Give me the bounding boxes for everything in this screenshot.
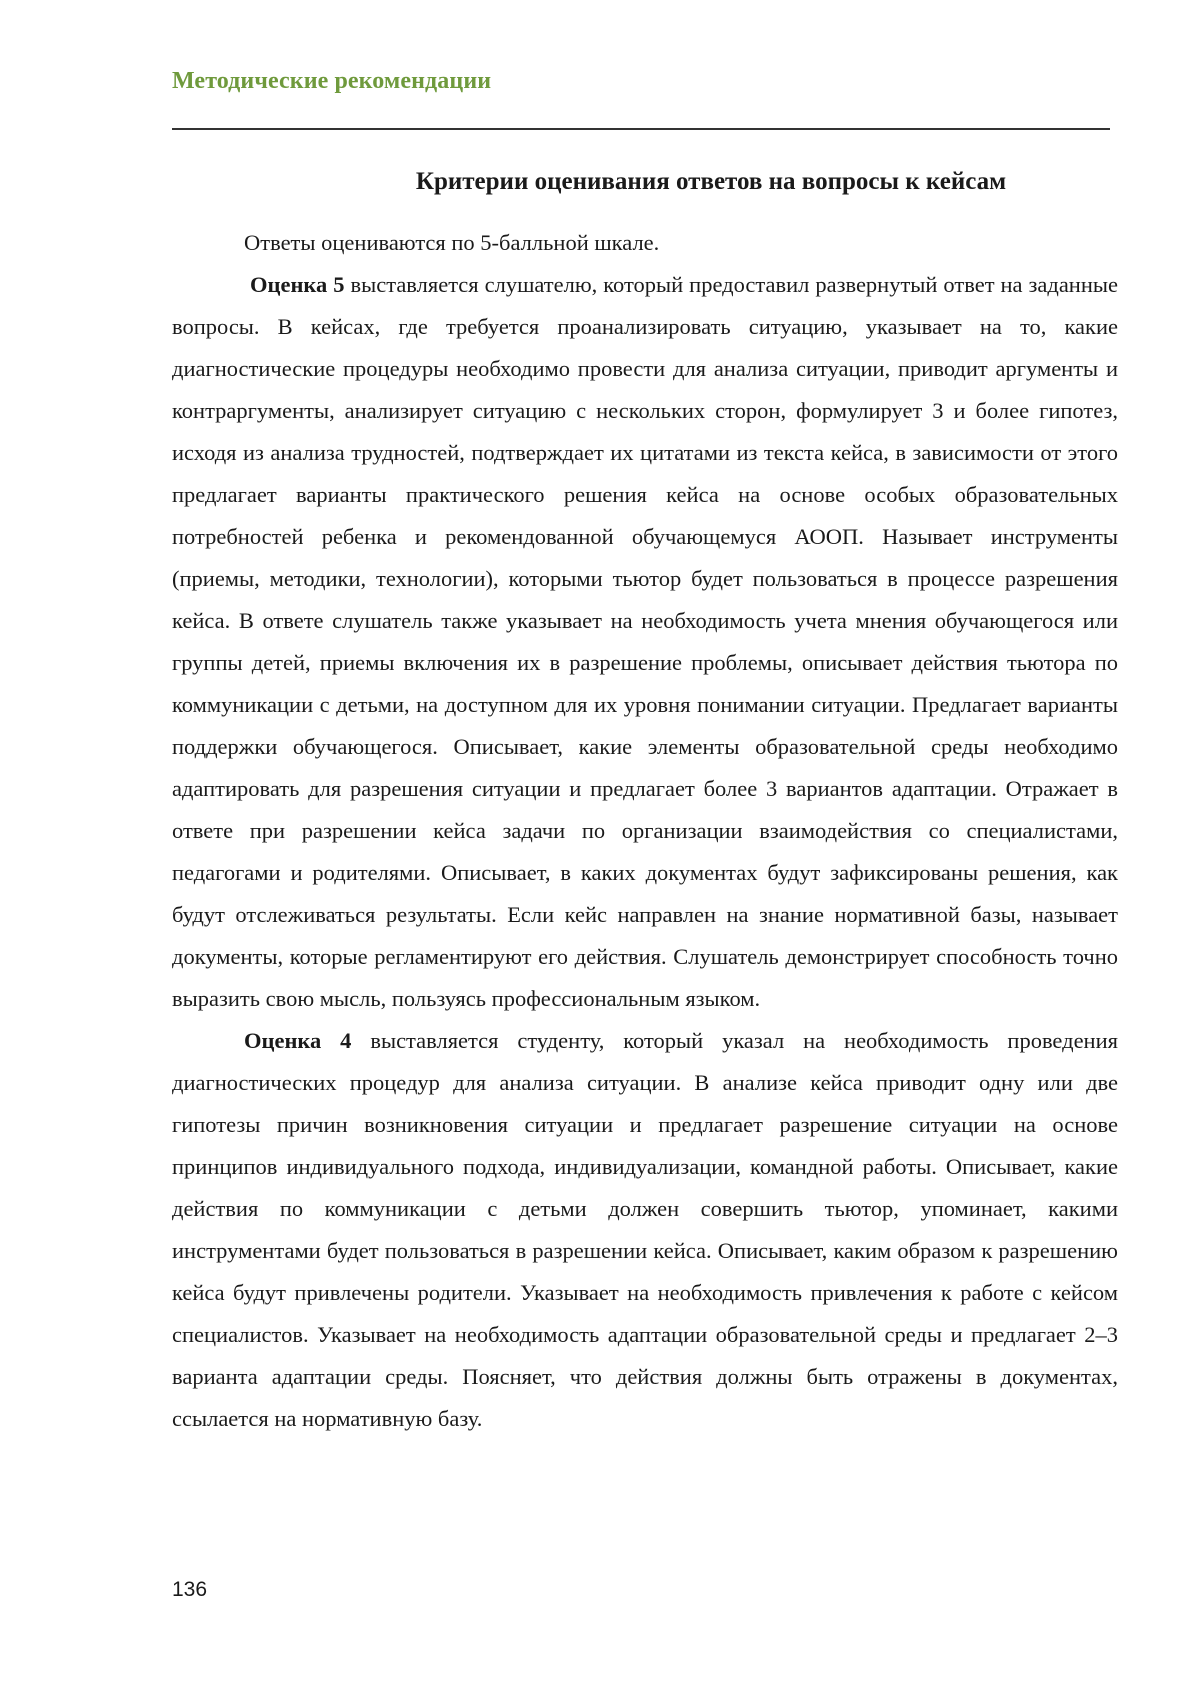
grade-4-label: Оценка 4 [244,1028,352,1053]
running-header-title: Методические рекомендации [172,68,492,94]
page-number: 136 [172,1578,208,1601]
grade-5-text: выставляется слушателю, который предоставил развернутый ответ на заданные вопросы. В кейсах, где требуется проанализировать ситуацию, указывает на то, какие диагностические процедуры необходимо провести для анализа ситуации, приводит аргументы и контраргументы, анализирует ситуацию с нескольких сторон, формулирует 3 и более гипотез, исходя из анализа трудностей, подтверждает их цитатами из текста кейса, в зависимости от этого предлагает варианты практического решения кейса на основе особых образовательных потребностей ребенка и рекомендованной обучающемуся АООП. Называет инструменты (приемы, методики, технологии), которыми тьютор будет пользоваться в процессе разрешения кейса. В ответе слушатель также указывает на необходимость учета мнения обучающегося или группы детей, приемы включения их в разрешение проблемы, описывает действия тьютора по коммуникации с детьми, на доступном для их уровня понимании ситуации. Предлагает варианты поддержки обучающегося. Описывает, какие элементы образовательной среды необходимо адаптировать для разрешения ситуации и предлагает более 3 вариантов адаптации. Отражает в ответе при разрешении кейса задачи по организации взаимодействия со специалистами, педагогами и родителями. Описывает, в каких документах будут зафиксированы решения, как будут отслеживаться результаты. Если кейс направлен на знание нормативной базы, называет документы, которые регламентируют его действия. Слушатель демонстрирует способность точно выразить свою мысль, пользуясь профессиональным языком. [172,272,1118,1011]
section-title: Критерии оценивания ответов на вопросы к кейсам [415,168,1007,195]
grade-5-paragraph [172,264,1118,1020]
body-text [172,222,1118,1440]
grade-4-text: выставляется студенту, который указал на необходимость проведения диагностических процедур для анализа ситуации. В анализе кейса приводит одну или две гипотезы причин возникновения ситуации и предлагает разрешение ситуации на основе принципов индивидуального подхода, индивидуализации, командной работы. Описывает, какие действия по коммуникации с детьми должен совершить тьютор, упоминает, какими инструментами будет пользоваться в разрешении кейса. Описывает, каким образом к разрешению кейса будут привлечены родители. Указывает на необходимость привлечения к работе с кейсом специалистов. Указывает на необходимость адаптации образовательной среды и предлагает 2–3 варианта адаптации среды. Поясняет, что действия должны быть отражены в документах, ссылается на нормативную базу. [172,1028,1118,1431]
grade-5-label: Оценка 5 [250,272,345,297]
header-divider [172,128,1110,130]
grade-4-paragraph [172,1020,1118,1440]
intro-paragraph: Ответы оцениваются по 5-балльной шкале. [244,230,660,255]
